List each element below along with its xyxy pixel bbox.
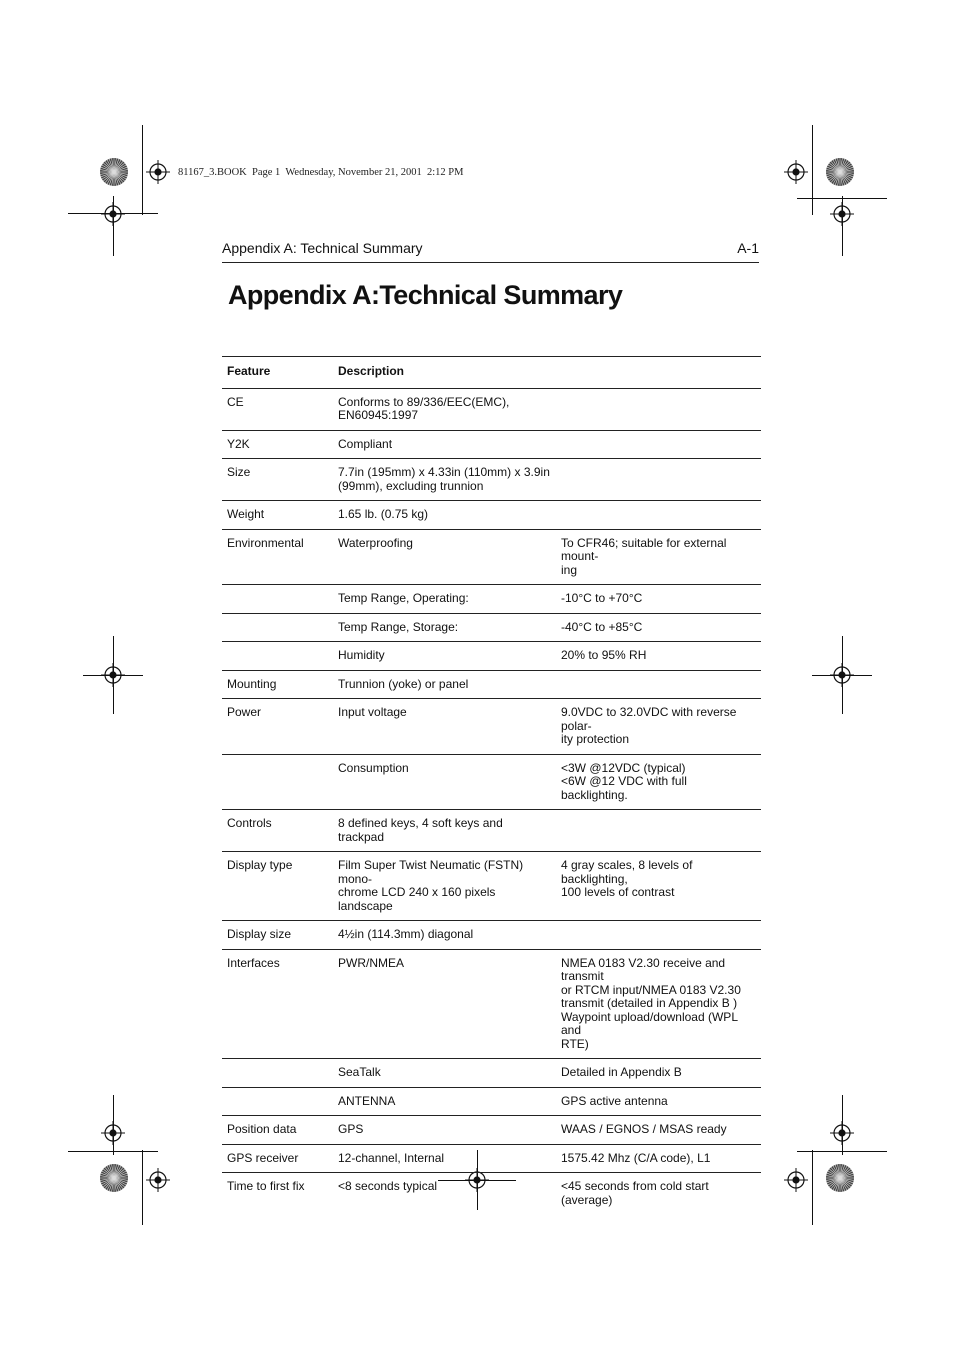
feature-cell: GPS receiver: [222, 1144, 333, 1173]
table-row: [222, 921, 761, 950]
color-target-icon: [825, 157, 855, 187]
detail-cell: [556, 670, 761, 699]
feature-cell: Power: [222, 699, 333, 755]
table-row: [222, 699, 761, 755]
column-header-feature: Feature: [222, 357, 333, 389]
detail-cell: [556, 810, 761, 852]
detail-cell: 9.0VDC to 32.0VDC with reverse polar- ity protection: [556, 699, 761, 755]
table-row: [222, 810, 761, 852]
feature-cell: [222, 1059, 333, 1088]
color-target-icon: [825, 1163, 855, 1193]
table-row: [222, 459, 761, 501]
column-header-description: Description: [333, 357, 556, 389]
feature-cell: [222, 585, 333, 614]
detail-cell: -10°C to +70°C: [556, 585, 761, 614]
description-cell: <8 seconds typical: [333, 1173, 556, 1215]
detail-cell: 4 gray scales, 8 levels of backlighting, 100 levels of contrast: [556, 852, 761, 921]
crop-line: [113, 1095, 114, 1155]
feature-cell: Display size: [222, 921, 333, 950]
crop-line: [142, 125, 143, 215]
detail-cell: NMEA 0183 V2.30 receive and transmit or RTCM input/NMEA 0183 V2.30 transmit (detailed in Appendix B ) Waypoint upload/download (WPL and RTE): [556, 949, 761, 1059]
detail-cell: <45 seconds from cold start (average): [556, 1173, 761, 1215]
description-cell: Temp Range, Operating:: [333, 585, 556, 614]
page-title: Appendix A:Technical Summary: [228, 280, 623, 310]
crop-line: [797, 1151, 887, 1152]
description-cell: 12-channel, Internal: [333, 1144, 556, 1173]
table-row: [222, 501, 761, 530]
feature-cell: [222, 1087, 333, 1116]
crop-line: [113, 196, 114, 256]
crop-line: [842, 1095, 843, 1155]
feature-cell: Time to first fix: [222, 1173, 333, 1215]
detail-cell: Detailed in Appendix B: [556, 1059, 761, 1088]
color-target-icon: [99, 1163, 129, 1193]
feature-cell: Weight: [222, 501, 333, 530]
crop-line: [812, 675, 872, 676]
column-header-spacer: [556, 357, 761, 389]
running-header: [222, 240, 759, 263]
color-target-icon: [99, 157, 129, 187]
registration-crosshair-icon: [784, 160, 808, 184]
table-row: [222, 1116, 761, 1145]
crop-line: [812, 1150, 813, 1225]
detail-cell: [556, 921, 761, 950]
technical-summary-table: [222, 356, 761, 1214]
table-row: [222, 1059, 761, 1088]
table-row: [222, 1144, 761, 1173]
feature-cell: Mounting: [222, 670, 333, 699]
table-row: [222, 529, 761, 585]
feature-cell: Display type: [222, 852, 333, 921]
print-slug: 81167_3.BOOK Page 1 Wednesday, November 21, 2001 2:12 PM: [178, 167, 464, 178]
crop-line: [812, 125, 813, 215]
feature-cell: Size: [222, 459, 333, 501]
description-cell: Conforms to 89/336/EEC(EMC), EN60945:1997: [333, 388, 556, 430]
detail-cell: [556, 430, 761, 459]
feature-cell: [222, 642, 333, 671]
feature-cell: Environmental: [222, 529, 333, 585]
table-row: [222, 430, 761, 459]
running-header-title: Appendix A: Technical Summary: [222, 240, 423, 256]
page-number: A-1: [737, 240, 759, 256]
detail-cell: <3W @12VDC (typical) <6W @12 VDC with full backlighting.: [556, 754, 761, 810]
description-cell: Input voltage: [333, 699, 556, 755]
registration-crosshair-icon: [784, 1168, 808, 1192]
description-cell: GPS: [333, 1116, 556, 1145]
description-cell: Trunnion (yoke) or panel: [333, 670, 556, 699]
crop-line: [83, 675, 143, 676]
detail-cell: 20% to 95% RH: [556, 642, 761, 671]
detail-cell: GPS active antenna: [556, 1087, 761, 1116]
description-cell: 1.65 lb. (0.75 kg): [333, 501, 556, 530]
description-cell: PWR/NMEA: [333, 949, 556, 1059]
table-row: [222, 1173, 761, 1215]
table-row: [222, 642, 761, 671]
table-row: [222, 1087, 761, 1116]
table-row: [222, 949, 761, 1059]
description-cell: Humidity: [333, 642, 556, 671]
crop-line: [842, 196, 843, 256]
detail-cell: [556, 459, 761, 501]
detail-cell: -40°C to +85°C: [556, 613, 761, 642]
description-cell: ANTENNA: [333, 1087, 556, 1116]
registration-crosshair-icon: [146, 160, 170, 184]
table-row: [222, 754, 761, 810]
description-cell: SeaTalk: [333, 1059, 556, 1088]
table-row: [222, 388, 761, 430]
detail-cell: WAAS / EGNOS / MSAS ready: [556, 1116, 761, 1145]
description-cell: 8 defined keys, 4 soft keys and trackpad: [333, 810, 556, 852]
description-cell: Consumption: [333, 754, 556, 810]
description-cell: Temp Range, Storage:: [333, 613, 556, 642]
detail-cell: To CFR46; suitable for external mount- ing: [556, 529, 761, 585]
feature-cell: Interfaces: [222, 949, 333, 1059]
feature-cell: Controls: [222, 810, 333, 852]
table-row: [222, 670, 761, 699]
description-cell: Film Super Twist Neumatic (FSTN) mono- chrome LCD 240 x 160 pixels landscape: [333, 852, 556, 921]
feature-cell: CE: [222, 388, 333, 430]
feature-cell: Y2K: [222, 430, 333, 459]
feature-cell: [222, 613, 333, 642]
crop-line: [68, 1151, 158, 1152]
table-header-row: [222, 357, 761, 389]
feature-cell: [222, 754, 333, 810]
detail-cell: [556, 501, 761, 530]
description-cell: 4½in (114.3mm) diagonal: [333, 921, 556, 950]
description-cell: 7.7in (195mm) x 4.33in (110mm) x 3.9in (99mm), excluding trunnion: [333, 459, 556, 501]
detail-cell: 1575.42 Mhz (C/A code), L1: [556, 1144, 761, 1173]
table-row: [222, 585, 761, 614]
detail-cell: [556, 388, 761, 430]
description-cell: Compliant: [333, 430, 556, 459]
crop-line: [142, 1150, 143, 1225]
registration-crosshair-icon: [146, 1168, 170, 1192]
table-row: [222, 852, 761, 921]
feature-cell: Position data: [222, 1116, 333, 1145]
description-cell: Waterproofing: [333, 529, 556, 585]
table-row: [222, 613, 761, 642]
